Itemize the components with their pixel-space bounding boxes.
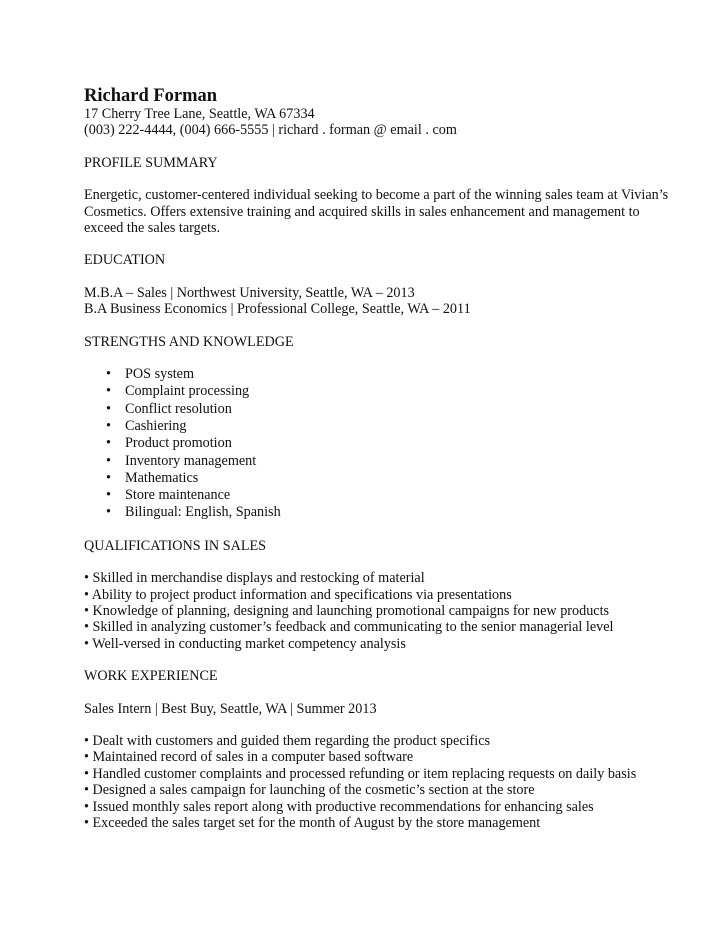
list-item: • Well-versed in conducting market competency analysis [84, 635, 406, 652]
list-item: • Exceeded the sales target set for the month of August by the store management [84, 815, 541, 832]
education-list [84, 285, 674, 318]
qualifications-heading: QUALIFICATIONS IN SALES [84, 537, 267, 554]
list-item [106, 366, 674, 383]
bullet-icon: • [106, 417, 111, 434]
list-item [106, 504, 674, 521]
job-title-line: Sales Intern | Best Buy, Seattle, WA | Summer 2013 [84, 700, 377, 717]
strengths-heading: STRENGTHS AND KNOWLEDGE [84, 333, 294, 350]
strength-label: Conflict resolution [125, 400, 232, 417]
list-item [106, 418, 674, 435]
strength-label: Cashiering [125, 417, 187, 434]
bullet-icon: • [106, 487, 111, 504]
list-item: • Knowledge of planning, designing and launching promotional campaigns for new products [84, 602, 610, 619]
bullet-icon: • [106, 504, 111, 521]
list-item [106, 453, 674, 470]
qualifications-list [84, 570, 674, 652]
work-experience-heading: WORK EXPERIENCE [84, 668, 218, 685]
strength-label: Store maintenance [125, 487, 231, 504]
candidate-name: Richard Forman [84, 86, 218, 106]
list-item [106, 470, 674, 487]
list-item: • Handled customer complaints and processed refunding or item replacing requests on daily basis [84, 765, 637, 782]
list-item [106, 487, 674, 504]
list-item: • Designed a sales campaign for launching of the cosmetic’s section at the store [84, 782, 535, 799]
list-item [106, 401, 674, 418]
bullet-icon: • [106, 400, 111, 417]
experience-list [84, 733, 674, 831]
bullet-icon: • [106, 469, 111, 486]
strength-label: POS system [125, 366, 194, 383]
strength-label: Inventory management [125, 452, 257, 469]
strengths-list [84, 366, 674, 522]
bullet-icon: • [106, 383, 111, 400]
bullet-icon: • [106, 366, 111, 383]
profile-summary-heading: PROFILE SUMMARY [84, 154, 218, 171]
list-item: • Ability to project product information and specifications via presentations [84, 586, 512, 603]
strength-label: Complaint processing [125, 383, 250, 400]
list-item: • Issued monthly sales report along with productive recommendations for enhancing sales [84, 798, 594, 815]
education-heading: EDUCATION [84, 252, 166, 269]
education-item: B.A Business Economics | Professional College, Seattle, WA – 2011 [84, 301, 471, 318]
list-item [106, 435, 674, 452]
strength-label: Bilingual: English, Spanish [125, 504, 281, 521]
profile-summary-text: Energetic, customer-centered individual seeking to become a part of the winning sales team at Vivian’s Cosmetics. Offers extensive training and acquired skills in sales enhancement and management to exceed the sales targets. [84, 187, 669, 237]
list-item [106, 383, 674, 400]
strength-label: Product promotion [125, 435, 232, 452]
list-item: • Dealt with customers and guided them regarding the product specifics [84, 732, 491, 749]
education-item: M.B.A – Sales | Northwest University, Seattle, WA – 2013 [84, 284, 415, 301]
strength-label: Mathematics [125, 469, 199, 486]
list-item: • Skilled in merchandise displays and restocking of material [84, 570, 425, 587]
list-item: • Skilled in analyzing customer’s feedback and communicating to the senior managerial level [84, 619, 614, 636]
bullet-icon: • [106, 435, 111, 452]
list-item: • Maintained record of sales in a computer based software [84, 749, 414, 766]
bullet-icon: • [106, 452, 111, 469]
address-line: 17 Cherry Tree Lane, Seattle, WA 67334 [84, 106, 315, 122]
contact-line: (003) 222-4444, (004) 666-5555 | richard . forman @ email . com [84, 122, 457, 139]
